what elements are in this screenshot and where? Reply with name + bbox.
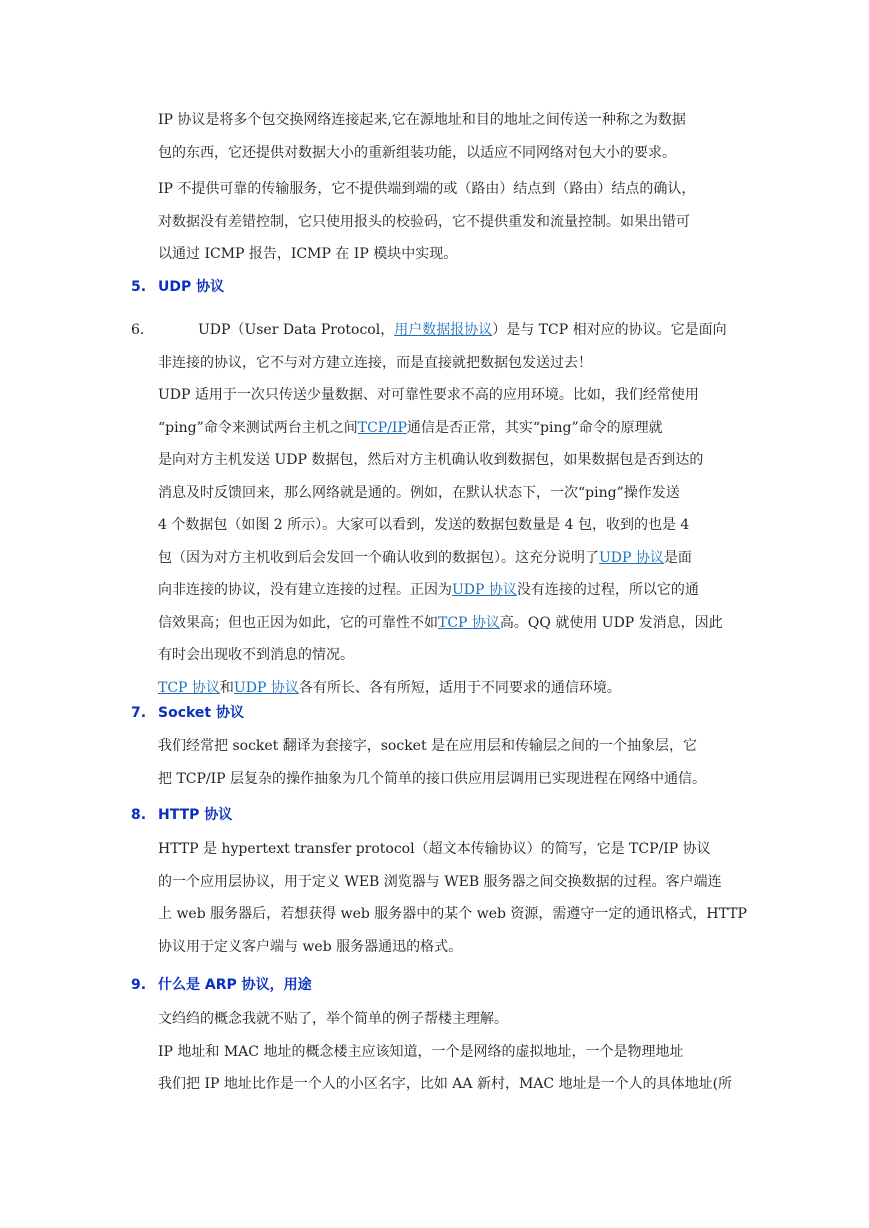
text-span: ）是与 TCP 相对应的协议。它是面向 [492,322,727,338]
heading-number: 5. [131,279,147,295]
text-line: 4 个数据包（如图 2 所示）。大家可以看到，发送的数据包数量是 4 包，收到的也是 4 [158,517,690,533]
text-span: 向非连接的协议，没有建立连接的过程。正因为 [158,582,452,598]
text-line [158,412,738,445]
heading-udp [131,277,224,297]
text-line: 把 TCP/IP 层复杂的操作抽象为几个简单的接口供应用层调用已实现进程在网络中通信。 [158,770,707,787]
text-span: 和 [219,679,234,696]
text-line: 的一个应用层协议，用于定义 WEB 浏览器与 WEB 服务器之间交换数据的过程。客户端连 [158,873,722,890]
paragraph-udp [158,314,738,704]
text-line: 我们经常把 socket 翻译为套接字，socket 是在应用层和传输层之间的一个抽象层，它 [158,738,698,754]
text-line: HTTP 是 hypertext transfer protocol（超文本传输协议）的简写，它是 TCP/IP 协议 [158,841,711,857]
text-line: 有时会出现收不到消息的情况。 [158,647,354,663]
link-tcp-protocol[interactable]: TCP 协议 [438,614,500,631]
link-tcp-protocol[interactable]: TCP 协议 [158,679,220,696]
list-number: 6. [131,322,145,338]
text-line: 文绉绉的概念我就不贴了，举个简单的例子帮楼主理解。 [158,1011,508,1027]
text-line [158,672,738,705]
link-udp-protocol[interactable]: UDP 协议 [452,582,517,598]
text-span: 包（因为对方主机收到后会发回一个确认收到的数据包）。这充分说明了 [158,549,599,566]
paragraph-ip-2 [158,173,738,271]
text-span: 通信是否正常，其实“ping”命令的原理就 [406,419,663,436]
text-line [158,542,738,575]
text-line [158,607,738,640]
text-line [158,574,738,607]
heading-number: 8. [131,807,147,823]
heading-text: 什么是 ARP 协议，用途 [158,977,312,993]
heading-http [131,805,232,825]
heading-arp [131,975,312,995]
paragraph-ip-1 [158,104,738,169]
text-span: 各有所长、各有所短，适用于不同要求的通信环境。 [298,679,621,696]
text-span: 没有连接的过程，所以它的通 [516,582,699,598]
heading-number: 7. [131,705,147,721]
heading-text: HTTP 协议 [158,807,233,823]
text-span: UDP（User Data Protocol， [198,322,395,338]
text-line: IP 不提供可靠的传输服务，它不提供端到端的或（路由）结点到（路由）结点的确认， [158,181,696,197]
link-udp-protocol[interactable]: UDP 协议 [599,549,664,566]
link-user-datagram-protocol[interactable]: 用户数据报协议 [394,322,493,338]
link-tcp-ip[interactable]: TCP/IP [357,419,407,436]
text-span: 是面 [663,549,692,566]
text-line: 我们把 IP 地址比作是一个人的小区名字，比如 AA 新村，MAC 地址是一个人的具体地址(所 [158,1076,733,1092]
heading-number: 9. [131,977,147,993]
heading-text: UDP 协议 [158,279,225,295]
text-span: 信效果高；但也正因为如此，它的可靠性不如 [158,614,438,631]
text-line: 对数据没有差错控制，它只使用报头的校验码，它不提供重发和流量控制。如果出错可 [158,213,690,230]
text-line: 上 web 服务器后，若想获得 web 服务器中的某个 web 资源，需遵守一定的通讯格式，HTTP [158,906,747,922]
heading-text: Socket 协议 [158,705,244,721]
text-line: 以通过 ICMP 报告，ICMP 在 IP 模块中实现。 [158,246,458,262]
text-line: 包的东西，它还提供对数据大小的重新组装功能，以适应不同网络对包大小的要求。 [158,144,676,161]
text-span: 高。QQ 就使用 UDP 发消息，因此 [499,614,723,631]
paragraph-arp [158,1003,738,1101]
text-span: “ping”命令来测试两台主机之间 [158,419,358,436]
text-line [158,314,738,347]
text-line: 非连接的协议，它不与对方建立连接，而是直接就把数据包发送过去！ [158,354,592,371]
paragraph-socket [158,730,738,795]
text-line: 协议用于定义客户端与 web 服务器通迅的格式。 [158,938,463,955]
text-line: 消息及时反馈回来，那么网络就是通的。例如，在默认状态下，一次“ping”操作发送 [158,484,680,501]
link-udp-protocol[interactable]: UDP 协议 [233,679,299,696]
heading-socket [131,703,244,723]
paragraph-http [158,833,747,963]
text-line: 是向对方主机发送 UDP 数据包，然后对方主机确认收到数据包，如果数据包是否到达的 [158,452,704,468]
text-line: IP 地址和 MAC 地址的概念楼主应该知道，一个是网络的虚拟地址，一个是物理地址 [158,1043,684,1060]
text-line: UDP 适用于一次只传送少量数据、对可靠性要求不高的应用环境。比如，我们经常使用 [158,387,699,403]
text-line: IP 协议是将多个包交换网络连接起来,它在源地址和目的地址之间传送一种称之为数据 [158,112,686,128]
